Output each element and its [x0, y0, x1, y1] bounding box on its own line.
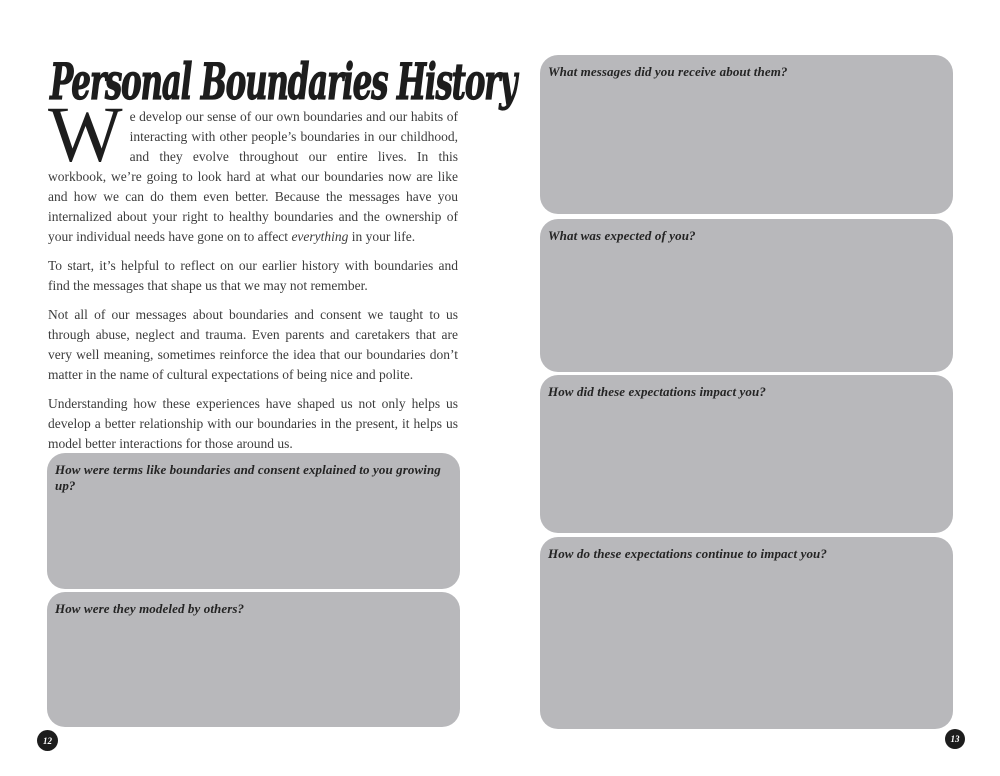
- intro-paragraph-text: e develop our sense of our own boundaries and our habits of interacting with other people’s boundaries in our childhood, and they evolve throughout our entire lives. In this workbook, we’re going to look hard at what our boundaries now are like and how we can do them even better. Because the messages have you internalized about your right to healthy boundaries and the ownership of your individual needs have gone on to affect: [48, 109, 458, 244]
- question-label: What messages did you receive about them?: [548, 64, 788, 79]
- question-label: How did these expectations impact you?: [548, 384, 766, 399]
- question-label: What was expected of you?: [548, 228, 696, 243]
- page-number-badge-left: 12: [37, 730, 58, 751]
- question-box-expected-of-you[interactable]: [540, 219, 953, 372]
- intro-paragraph: [48, 92, 458, 247]
- question-label: How were terms like boundaries and consent explained to you growing up?: [55, 462, 441, 493]
- intro-text-block: [48, 92, 458, 463]
- intro-italic-word: everything: [291, 229, 349, 244]
- question-box-expectations-impact[interactable]: [540, 375, 953, 533]
- body-paragraph: Not all of our messages about boundaries and consent we taught to us through abuse, neglect and trauma. Even parents and caretakers that are very well meaning, sometimes reinforce the idea that our boundaries don’t matter in the name of cultural expectations of being nice and polite.: [48, 307, 458, 382]
- intro-paragraph-end: in your life.: [348, 229, 416, 244]
- question-label: How do these expectations continue to impact you?: [548, 546, 827, 561]
- question-box-terms-explained[interactable]: [47, 453, 460, 589]
- page-number-badge-right: 13: [945, 729, 965, 749]
- body-paragraph: To start, it’s helpful to reflect on our earlier history with boundaries and find the messages that shape us that we may not remember.: [48, 258, 458, 293]
- question-box-modeled-by-others[interactable]: [47, 592, 460, 727]
- page-title: Personal Boundaries History: [50, 52, 517, 111]
- body-paragraph: Understanding how these experiences have shaped us not only helps us develop a better relationship with our boundaries in the present, it helps us model better interactions for those around us.: [48, 396, 458, 451]
- question-box-messages-received[interactable]: [540, 55, 953, 214]
- drop-cap: W: [48, 92, 123, 179]
- question-box-expectations-continue[interactable]: [540, 537, 953, 729]
- question-label: How were they modeled by others?: [55, 601, 245, 616]
